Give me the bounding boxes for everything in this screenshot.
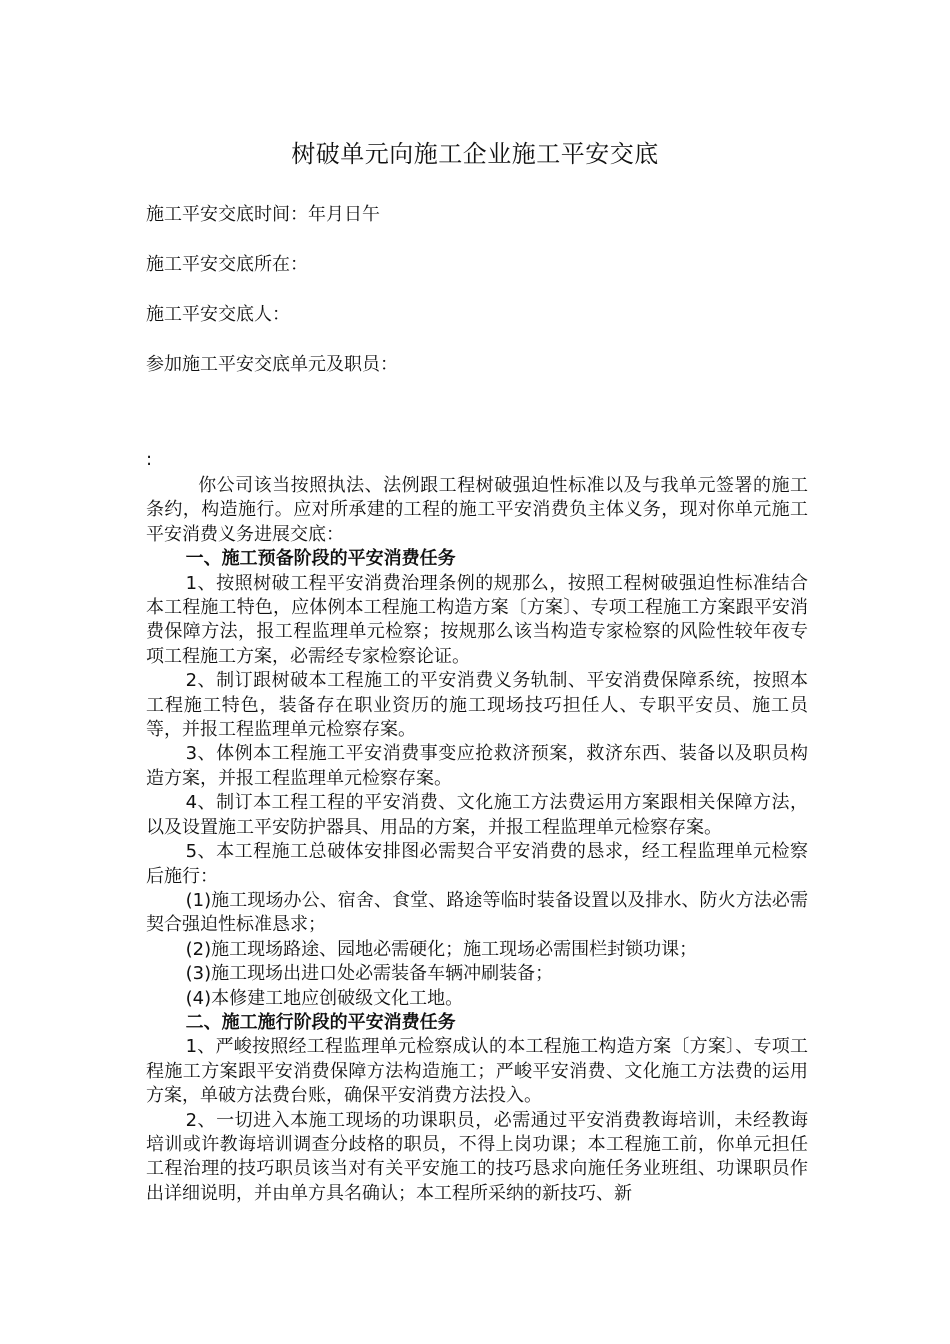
section1-subitem: (4)本修建工地应创破级文化工地。 [185, 987, 464, 1009]
section1-subitem: (2)施工现场路途、园地必需硬化；施工现场必需围栏封锁功课； [185, 938, 698, 960]
section1-subitem: (3)施工现场出进口处必需装备车辆冲刷装备； [185, 963, 554, 985]
document-title: 树破单元向施工企业施工平安交底 [291, 140, 659, 168]
section1-item: 5、本工程施工总破体安排图必需契合平安消费的恳求，经工程监理单元检察后施行： [146, 841, 808, 887]
intro-paragraph: 你公司该当按照执法、法例跟工程树破强迫性标准以及与我单元签署的施工条约，构造施行。应对所承建的工程的施工平安消费负主体义务，现对你单元施工平安消费义务进展交底： [146, 475, 808, 545]
section2-item: 2、一切进入本施工现场的功课职员，必需通过平安消费教诲培训，未经教诲培训或许教诲培训调查分歧格的职员，不得上岗功课；本工程施工前，你单元担任工程治理的技巧职员该当对有关平安施工的技巧恳求向施任务业班组、功课职员作出详细说明，并由单方具名确认；本工程所采纳的新技巧、新 [146, 1109, 808, 1204]
field-location: 施工平安交底所在： [146, 254, 308, 275]
section1-item: 4、制订本工程工程的平安消费、文化施工方法费运用方案跟相关保障方法，以及设置施工平安防护器具、用品的方案，并报工程监理单元检察存案。 [146, 792, 808, 838]
section1-heading: 一、施工预备阶段的平安消费任务 [185, 548, 456, 570]
colon-line: : [146, 449, 153, 470]
section1-item: 3、体例本工程施工平安消费事变应抢救济预案，救济东西、装备以及职员构造方案，并报工程监理单元检察存案。 [146, 743, 808, 789]
section1-item: 1、按照树破工程平安消费治理条例的规那么，按照工程树破强迫性标准结合本工程施工特色，应体例本工程施工构造方案〔方案〕、专项工程施工方案跟平安消费保障方法，报工程监理单元检察；按规那么该当构造专家检察的风险性较年夜专项工程施工方案，必需经专家检察论证。 [146, 572, 808, 667]
field-attendees: 参加施工平安交底单元及职员： [146, 354, 398, 375]
section1-subitem: (1)施工现场办公、宿舍、食堂、路途等临时装备设置以及排水、防火方法必需契合强迫性标准恳求； [146, 889, 808, 936]
section1-item: 2、制订跟树破本工程施工的平安消费义务轨制、平安消费保障系统，按照本工程施工特色，装备存在职业资历的施工现场技巧担任人、专职平安员、施工员等，并报工程监理单元检察存案。 [146, 670, 808, 741]
field-presenter: 施工平安交底人： [146, 304, 290, 325]
document-body [146, 474, 808, 1206]
field-time: 施工平安交底时间：年月日午 [146, 204, 380, 225]
section2-heading: 二、施工施行阶段的平安消费任务 [185, 1011, 456, 1033]
section2-item: 1、严峻按照经工程监理单元检察成认的本工程施工构造方案〔方案〕、专项工程施工方案跟平安消费保障方法构造施工；严峻平安消费、文化施工方法费的运用方案，单破方法费台账，确保平安消费方法投入。 [146, 1036, 808, 1107]
